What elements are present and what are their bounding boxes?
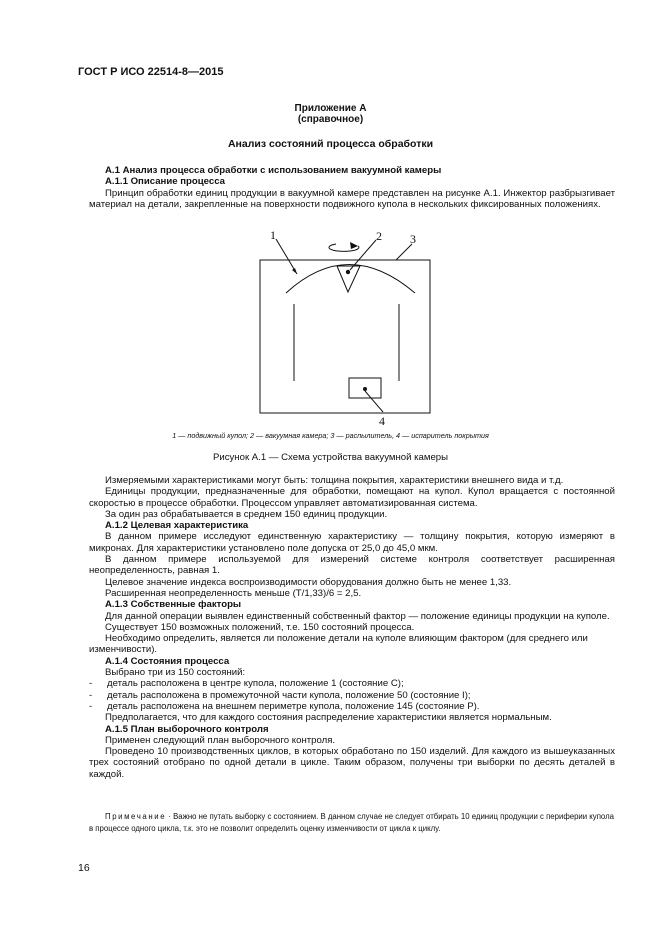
paragraph: Применен следующий план выборочного контроля. [105, 734, 336, 746]
paragraph: Для данной операции выявлен единственный собственный фактор — положение единицы продукции на куполе. [105, 610, 610, 622]
list-item [89, 690, 615, 701]
section-body-main [89, 475, 615, 780]
heading-a14: А.1.4 Состояния процесса [105, 655, 230, 667]
leader-1-arrowhead [292, 268, 297, 274]
figure-label-4: 4 [379, 414, 385, 428]
figure-caption: Рисунок А.1 — Схема устройства вакуумной камеры [212, 452, 449, 463]
annex-heading [0, 103, 661, 125]
list-item-text: деталь расположена в центре купола, положение 1 (состояние С); [107, 678, 404, 690]
figure-vacuum-chamber [240, 226, 440, 430]
heading-a15: А.1.5 План выборочного контроля [105, 723, 269, 735]
page-number: 16 [78, 862, 90, 874]
heading-a1: А.1 Анализ процесса обработки с использованием вакуумной камеры [105, 165, 442, 176]
figure-label-1: 1 [270, 228, 276, 242]
annex-title: Приложение А [294, 103, 367, 114]
list-item-text: деталь расположена на внешнем периметре купола, положение 145 (состояние Р). [107, 700, 480, 712]
paragraph: Целевое значение индекса воспроизводимости оборудования должно быть не менее 1,33. [105, 576, 512, 588]
paragraph: Необходимо определить, является ли положение детали на куполе влияющим фактором (для среднего или изменчивости). [89, 633, 588, 656]
paragraph: Расширенная неопределенность меньше (T/1,33)/6 = 2,5. [105, 587, 362, 599]
list-item [89, 701, 615, 712]
evaporator-dot [363, 387, 367, 391]
sprayer-dot [346, 270, 350, 274]
paragraph: В данном примере используемой для измерений системе контроля соответствует расширенная неопределенность, равная 1. [89, 554, 615, 577]
list-dash: - [89, 689, 93, 701]
chamber-outline [260, 260, 430, 413]
figure-legend: 1 — подвижный купол; 2 — вакуумная камера; 3 — распылитель, 4 — испаритель покрытия [172, 431, 489, 440]
paragraph: Проведено 10 производственных циклов, в которых обработано по 150 изделий. Для каждого из вышеуказанных трех состояний отобрано по одной детали в цикле. Таким образом, получены три выборки по десять деталей в каждой. [89, 746, 615, 780]
heading-a13: А.1.3 Собственные факторы [105, 599, 242, 611]
section-title: Анализ состояний процесса обработки [227, 138, 434, 150]
paragraph: Принцип обработки единиц продукции в вакуумной камере представлен на рисунке А.1. Инжектор разбрызгивает материал на детали, закрепленные на поверхности подвижного купола в нескольких фиксированных положениях. [89, 187, 615, 210]
list-item-text: деталь расположена в промежуточной части купола, положение 50 (состояние I); [107, 689, 471, 701]
note-text: · Важно не путать выборку с состоянием. В данном случае не следует отбирать 10 единиц продукции с периферии купола в процессе одного цикла, т.к. это не позволит определить оценку изменчивости от цикла к циклу. [89, 812, 614, 833]
note-label-wrap [89, 812, 166, 821]
heading-a11: А.1.1 Описание процесса [105, 176, 225, 188]
paragraph: Единицы продукции, предназначенные для обработки, помещают на купол. Купол вращается с постоянной скоростью в процессе обработки. Процессом управляет автоматизированная система. [89, 486, 615, 509]
annex-subtitle: (справочное) [297, 114, 364, 125]
vacuum-chamber-diagram [240, 226, 440, 430]
list-dash: - [89, 700, 93, 712]
figure-label-2: 2 [376, 229, 382, 243]
figure-label-3: 3 [410, 232, 416, 246]
rotation-arrowhead [350, 242, 358, 249]
section-a1 [89, 165, 615, 210]
paragraph: Предполагается, что для каждого состояния распределение характеристики является нормальным. [105, 712, 552, 724]
leader-4 [365, 391, 383, 412]
list-item [89, 678, 615, 689]
leader-3 [396, 244, 412, 260]
paragraph: Существует 150 возможных положений, т.е. 150 состояний процесса. [105, 621, 415, 633]
paragraph: В данном примере исследуют единственную характеристику — толщину покрытия, которую измеряют в микронах. Для характеристики установлено поле допуска от 25,0 до 45,0 мкм. [89, 531, 615, 554]
note-label: Примечание [105, 812, 167, 821]
note [89, 811, 615, 835]
paragraph: Измеряемыми характеристиками могут быть: толщина покрытия, характеристики внешнего вида и т.д. [105, 475, 564, 486]
paragraph: Выбрано три из 150 состояний: [105, 667, 246, 679]
document-header: ГОСТ Р ИСО 22514-8—2015 [78, 66, 224, 78]
paragraph: За один раз обрабатывается в среднем 150 единиц продукции. [105, 508, 388, 520]
heading-a12: А.1.2 Целевая характеристика [105, 520, 249, 532]
leader-1 [276, 239, 297, 274]
list-dash: - [89, 678, 93, 690]
